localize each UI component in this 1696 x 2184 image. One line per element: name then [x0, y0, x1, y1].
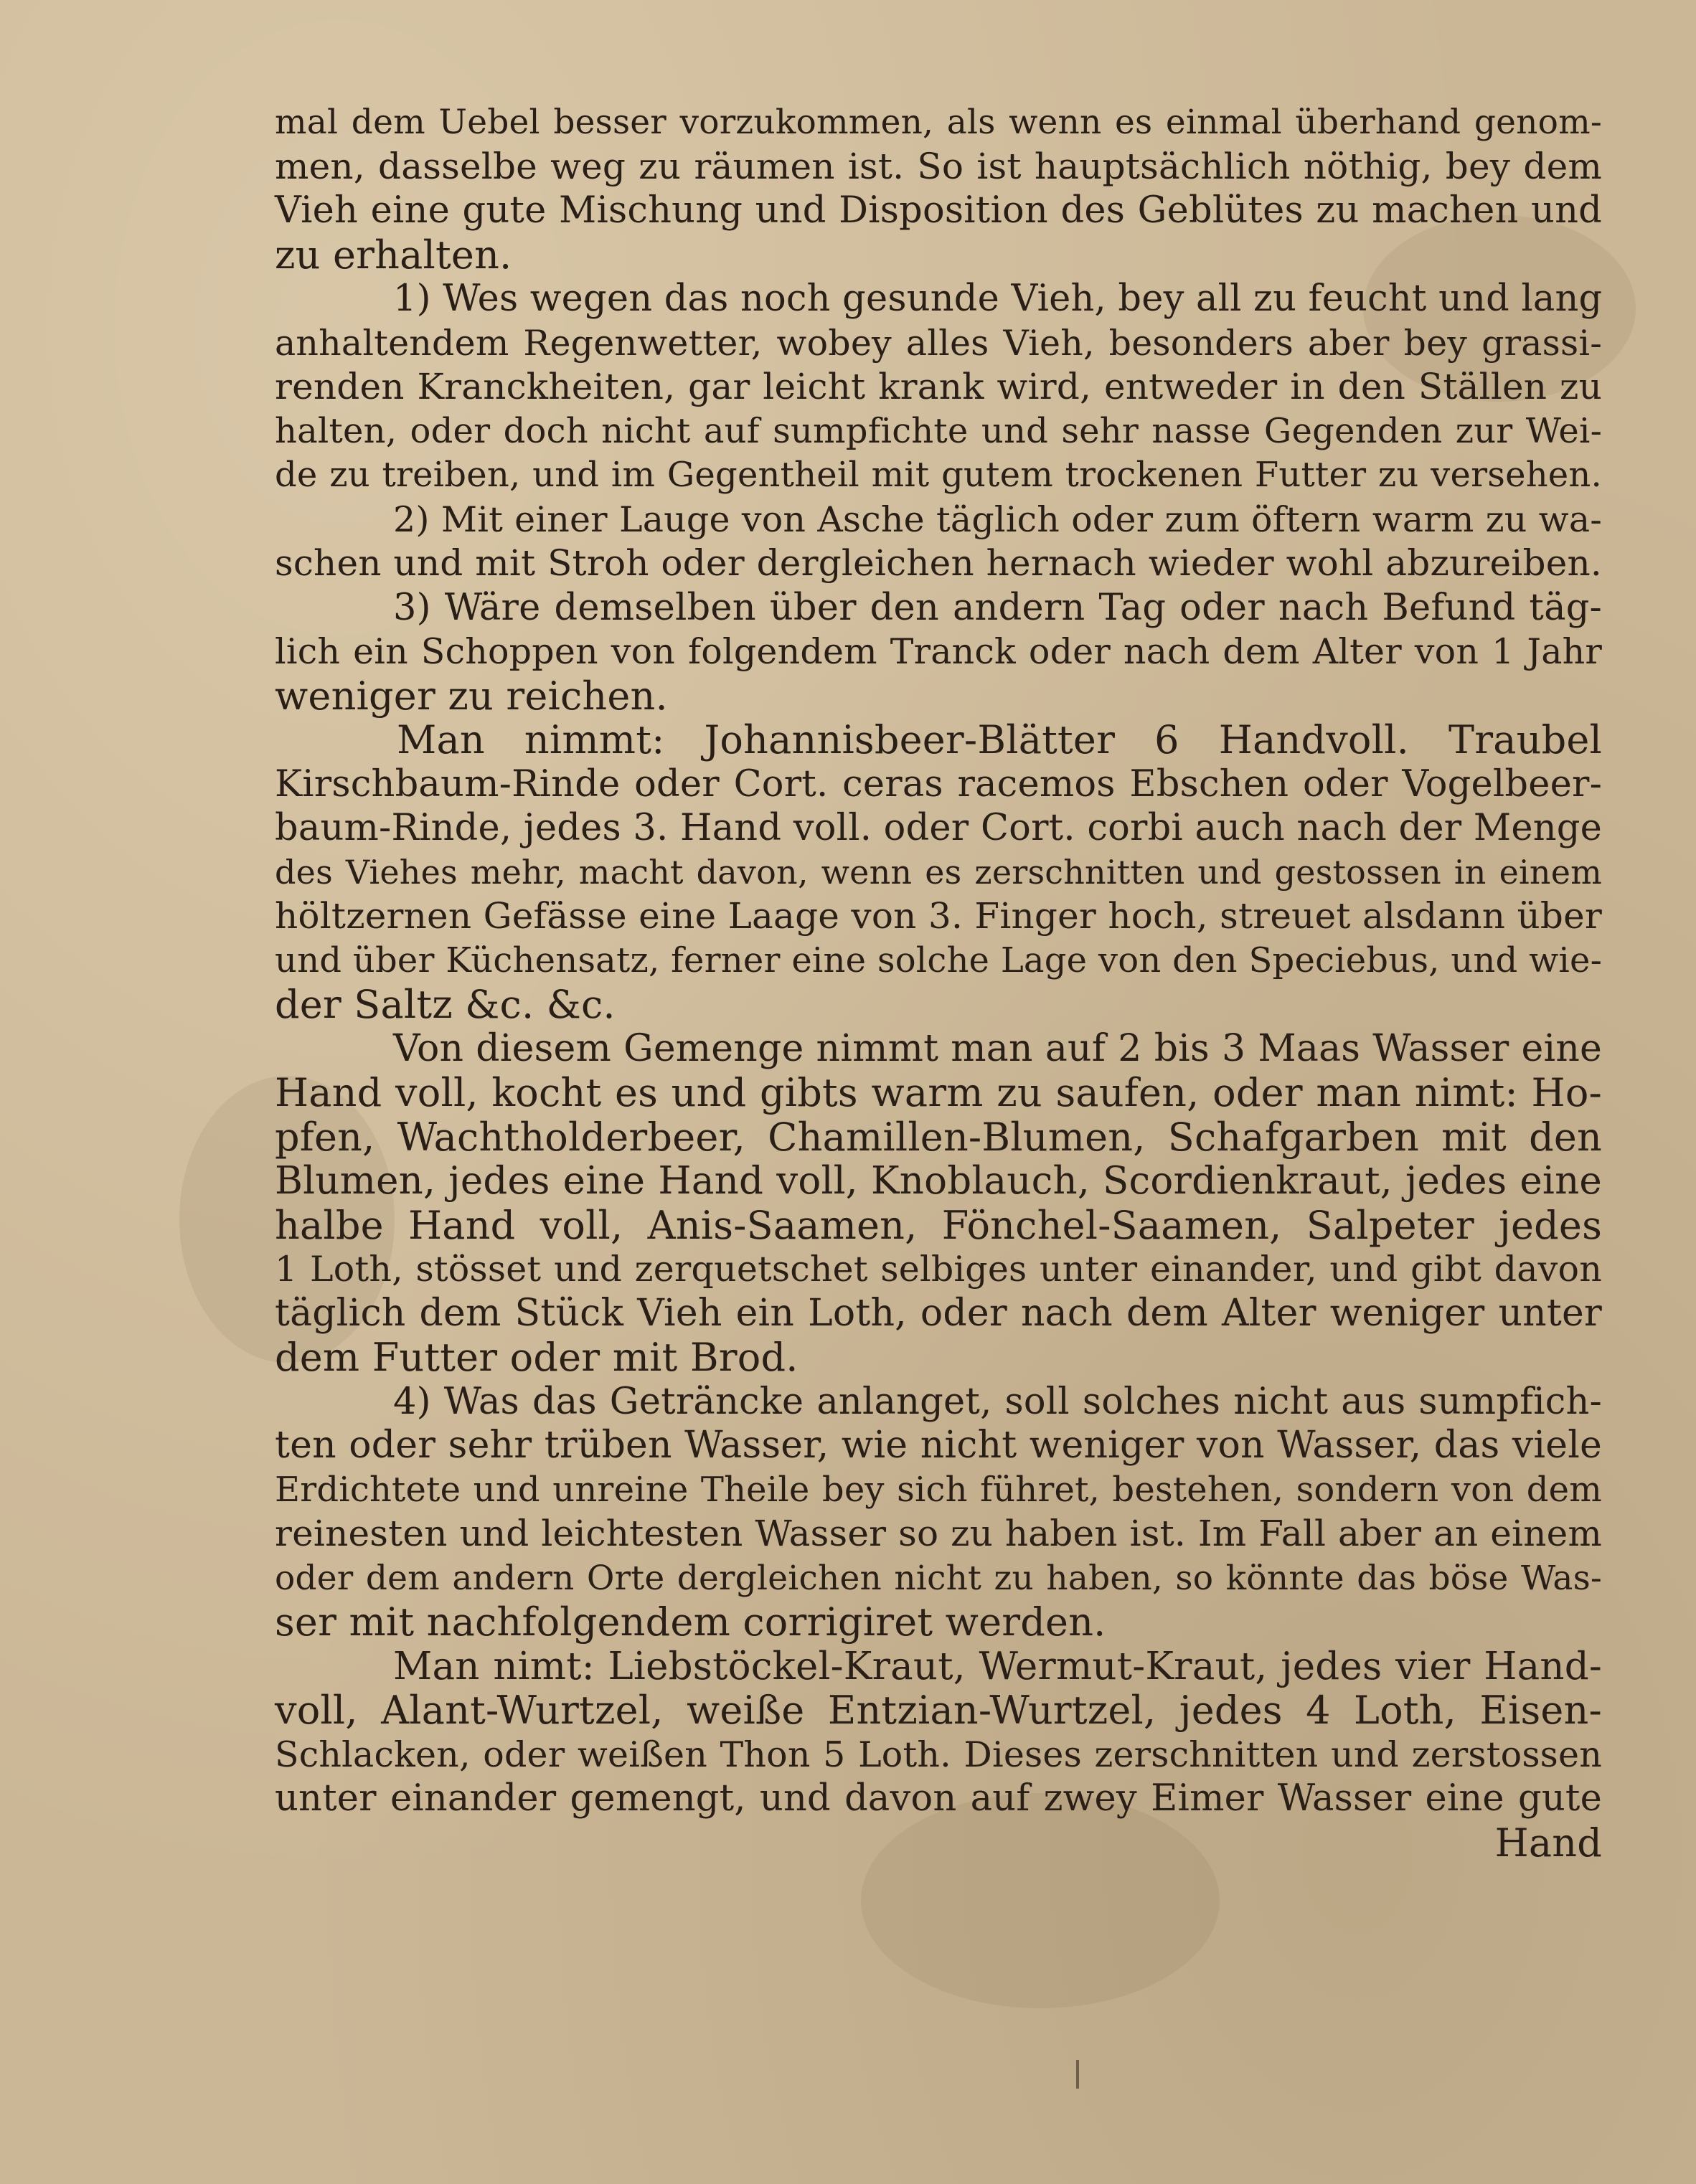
- text-line: Vieh eine gute Mischung und Disposition des Geblütes zu machen und: [275, 189, 1602, 232]
- text-line: und über Küchensatz, ferner eine solche Lage von den Speciebus, und wie-: [275, 940, 1602, 980]
- text-line: Man nimmt: Johannisbeer-Blätter 6 Handvoll. Traubel: [397, 717, 1602, 762]
- text-line: täglich dem Stück Vieh ein Loth, oder nach dem Alter weniger unter: [275, 1291, 1602, 1335]
- text-line: Erdichtete und unreine Theile bey sich führet, bestehen, sondern von dem: [275, 1469, 1602, 1510]
- text-line: voll, Alant-Wurtzel, weiße Entzian-Wurtzel, jedes 4 Loth, Eisen-: [275, 1688, 1602, 1733]
- text-line: Kirschbaum-Rinde oder Cort. ceras racemos Ebschen oder Vogelbeer-: [275, 762, 1602, 805]
- text-line: halten, oder doch nicht auf sumpfichte und sehr nasse Gegenden zur Wei-: [275, 410, 1602, 451]
- text-line: men, dasselbe weg zu räumen ist. So ist hauptsächlich nöthig, bey dem: [275, 145, 1602, 187]
- text-line: unter einander gemengt, und davon auf zwey Eimer Wasser eine gute: [275, 1777, 1602, 1820]
- text-line: zu erhalten.: [275, 232, 512, 278]
- text-line: renden Kranckheiten, gar leicht krank wird, entweder in den Ställen zu: [275, 366, 1602, 407]
- text-line: Schlacken, oder weißen Thon 5 Loth. Dieses zerschnitten und zerstossen: [275, 1734, 1602, 1775]
- body-text: [275, 100, 1602, 1865]
- text-line: Hand voll, kocht es und gibts warm zu saufen, oder man nimt: Ho-: [275, 1070, 1602, 1115]
- text-line: anhaltendem Regenwetter, wobey alles Vieh, besonders aber bey grassi-: [275, 322, 1602, 364]
- text-line: ser mit nachfolgendem corrigiret werden.: [275, 1599, 1106, 1645]
- text-line: dem Futter oder mit Brod.: [275, 1335, 798, 1380]
- text-line: schen und mit Stroh oder dergleichen hernach wieder wohl abzureiben.: [275, 542, 1602, 584]
- text-line: pfen, Wachtholderbeer, Chamillen-Blumen, Schafgarben mit den: [275, 1114, 1602, 1160]
- text-line: Blumen, jedes eine Hand voll, Knoblauch, Scordienkraut, jedes eine: [275, 1159, 1602, 1203]
- text-line: ten oder sehr trüben Wasser, wie nicht weniger von Wasser, das viele: [275, 1424, 1602, 1467]
- text-line: weniger zu reichen.: [275, 673, 668, 719]
- text-line: Man nimt: Liebstöckel-Kraut, Wermut-Kraut, jedes vier Hand-: [393, 1644, 1602, 1688]
- text-line: 3) Wäre demselben über den andern Tag oder nach Befund täg-: [393, 586, 1602, 629]
- catchword: Hand: [1494, 1820, 1602, 1866]
- text-line: 1 Loth, stösset und zerquetschet selbiges unter einander, und gibt davon: [275, 1249, 1602, 1290]
- text-line: halbe Hand voll, Anis-Saamen, Fönchel-Saamen, Salpeter jedes: [275, 1202, 1602, 1248]
- text-line: reinesten und leichtesten Wasser so zu haben ist. Im Fall aber an einem: [275, 1513, 1602, 1554]
- text-line: 2) Mit einer Lauge von Asche täglich oder zum öftern warm zu wa-: [393, 498, 1602, 540]
- text-line: der Saltz &c. &c.: [275, 982, 616, 1027]
- text-line: de zu treiben, und im Gegentheil mit gutem trockenen Futter zu versehen.: [275, 455, 1602, 495]
- text-line: oder dem andern Orte dergleichen nicht zu haben, so könnte das böse Was-: [275, 1558, 1602, 1598]
- text-line: 1) Wes wegen das noch gesunde Vieh, bey all zu feucht und lang: [393, 278, 1603, 320]
- text-line: baum-Rinde, jedes 3. Hand voll. oder Cort. corbi auch nach der Menge: [275, 807, 1602, 849]
- text-line: höltzernen Gefässe eine Laage von 3. Finger hoch, streuet alsdann über: [275, 895, 1602, 937]
- ink-mark: [1076, 2060, 1079, 2089]
- text-line: 4) Was das Geträncke anlanget, soll solches nicht aus sumpfich-: [393, 1380, 1602, 1423]
- text-line: Von diesem Gemenge nimmt man auf 2 bis 3 Maas Wasser eine: [393, 1026, 1602, 1070]
- text-line: mal dem Uebel besser vorzukommen, als wenn es einmal überhand genom-: [275, 103, 1602, 142]
- text-line: des Viehes mehr, macht davon, wenn es zerschnitten und gestossen in einem: [275, 852, 1602, 892]
- text-line: lich ein Schoppen von folgendem Tranck oder nach dem Alter von 1 Jahr: [275, 631, 1602, 672]
